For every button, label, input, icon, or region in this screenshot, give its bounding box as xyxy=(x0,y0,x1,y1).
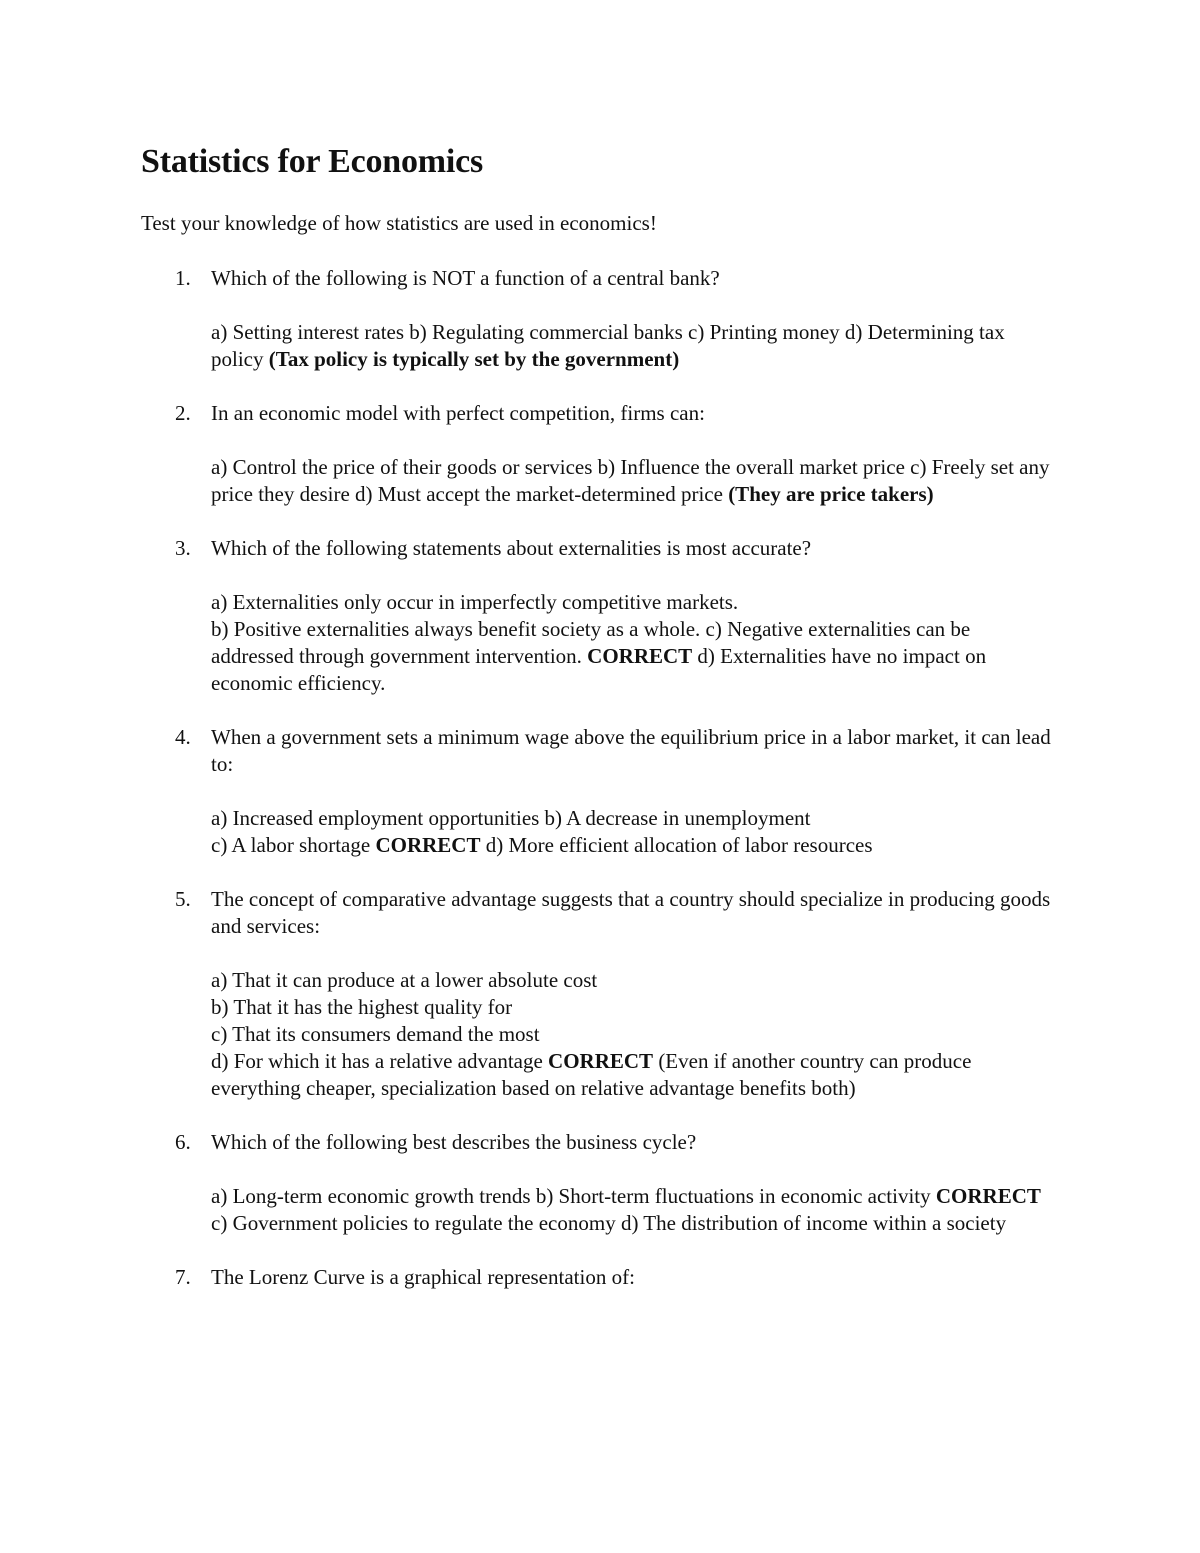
answer-text: d) For which it has a relative advantage xyxy=(211,1049,549,1073)
question-text: Which of the following statements about externalities is most accurate? xyxy=(211,536,812,560)
question-item xyxy=(141,1129,1080,1237)
answer-options xyxy=(211,967,1051,1102)
answer-options xyxy=(211,454,1051,508)
question-item xyxy=(141,400,1080,508)
question-number: 1. xyxy=(175,266,191,290)
question-number: 5. xyxy=(175,887,191,911)
question-item xyxy=(141,1264,1080,1291)
answer-text: d) More efficient allocation of labor resources xyxy=(480,833,873,857)
answer-options xyxy=(211,319,1051,373)
question-text: In an economic model with perfect competition, firms can: xyxy=(211,401,705,425)
question-text: The Lorenz Curve is a graphical representation of: xyxy=(211,1265,635,1289)
question-item xyxy=(141,886,1080,1102)
answer-options xyxy=(211,589,1051,697)
question-item xyxy=(141,265,1080,373)
question-number: 7. xyxy=(175,1265,191,1289)
question-list xyxy=(141,265,1080,1291)
question-number: 3. xyxy=(175,536,191,560)
answer-line: b) That it has the highest quality for xyxy=(211,995,513,1019)
intro-text: Test your knowledge of how statistics are used in economics! xyxy=(141,211,657,235)
answer-explanation: (Tax policy is typically set by the government) xyxy=(268,347,680,371)
answer-line: a) Externalities only occur in imperfectly competitive markets. xyxy=(211,590,739,614)
question-number: 4. xyxy=(175,725,191,749)
answer-explanation: (They are price takers) xyxy=(728,482,934,506)
correct-marker: CORRECT xyxy=(935,1184,1041,1208)
answer-text: (Even if another country can produce everything cheaper, specialization based on relative advantage benefits both) xyxy=(211,1049,972,1100)
answer-text: c) Government policies to regulate the economy d) The distribution of income within a society xyxy=(211,1211,1007,1235)
answer-text: a) Control the price of their goods or services b) Influence the overall market price c) Freely set any price they desire d) Must accept the market-determined price xyxy=(211,455,1050,506)
question-number: 2. xyxy=(175,401,191,425)
answer-line: a) Increased employment opportunities b) A decrease in unemployment xyxy=(211,806,811,830)
answer-options xyxy=(211,1183,1051,1237)
answer-options xyxy=(211,805,1051,859)
correct-marker: CORRECT xyxy=(375,833,481,857)
answer-line: a) That it can produce at a lower absolute cost xyxy=(211,968,598,992)
question-text: Which of the following best describes the business cycle? xyxy=(211,1130,697,1154)
answer-text: b) Positive externalities always benefit society as a whole. c) Negative externalities can be addressed through government intervention. xyxy=(211,617,971,668)
question-item xyxy=(141,724,1080,859)
page-title: Statistics for Economics xyxy=(141,143,484,180)
correct-marker: CORRECT xyxy=(587,644,693,668)
answer-text: a) Setting interest rates b) Regulating commercial banks c) Printing money d) Determining tax policy xyxy=(211,320,1005,371)
answer-text: c) A labor shortage xyxy=(211,833,376,857)
question-text: When a government sets a minimum wage above the equilibrium price in a labor market, it can lead to: xyxy=(211,725,1051,776)
question-text: Which of the following is NOT a function of a central bank? xyxy=(211,266,720,290)
correct-marker: CORRECT xyxy=(548,1049,654,1073)
answer-text: d) Externalities have no impact on economic efficiency. xyxy=(211,644,987,695)
question-text: The concept of comparative advantage suggests that a country should specialize in producing goods and services: xyxy=(211,887,1051,938)
answer-line: c) That its consumers demand the most xyxy=(211,1022,540,1046)
question-item xyxy=(141,535,1080,697)
question-number: 6. xyxy=(175,1130,191,1154)
answer-text: a) Long-term economic growth trends b) Short-term fluctuations in economic activity xyxy=(211,1184,936,1208)
